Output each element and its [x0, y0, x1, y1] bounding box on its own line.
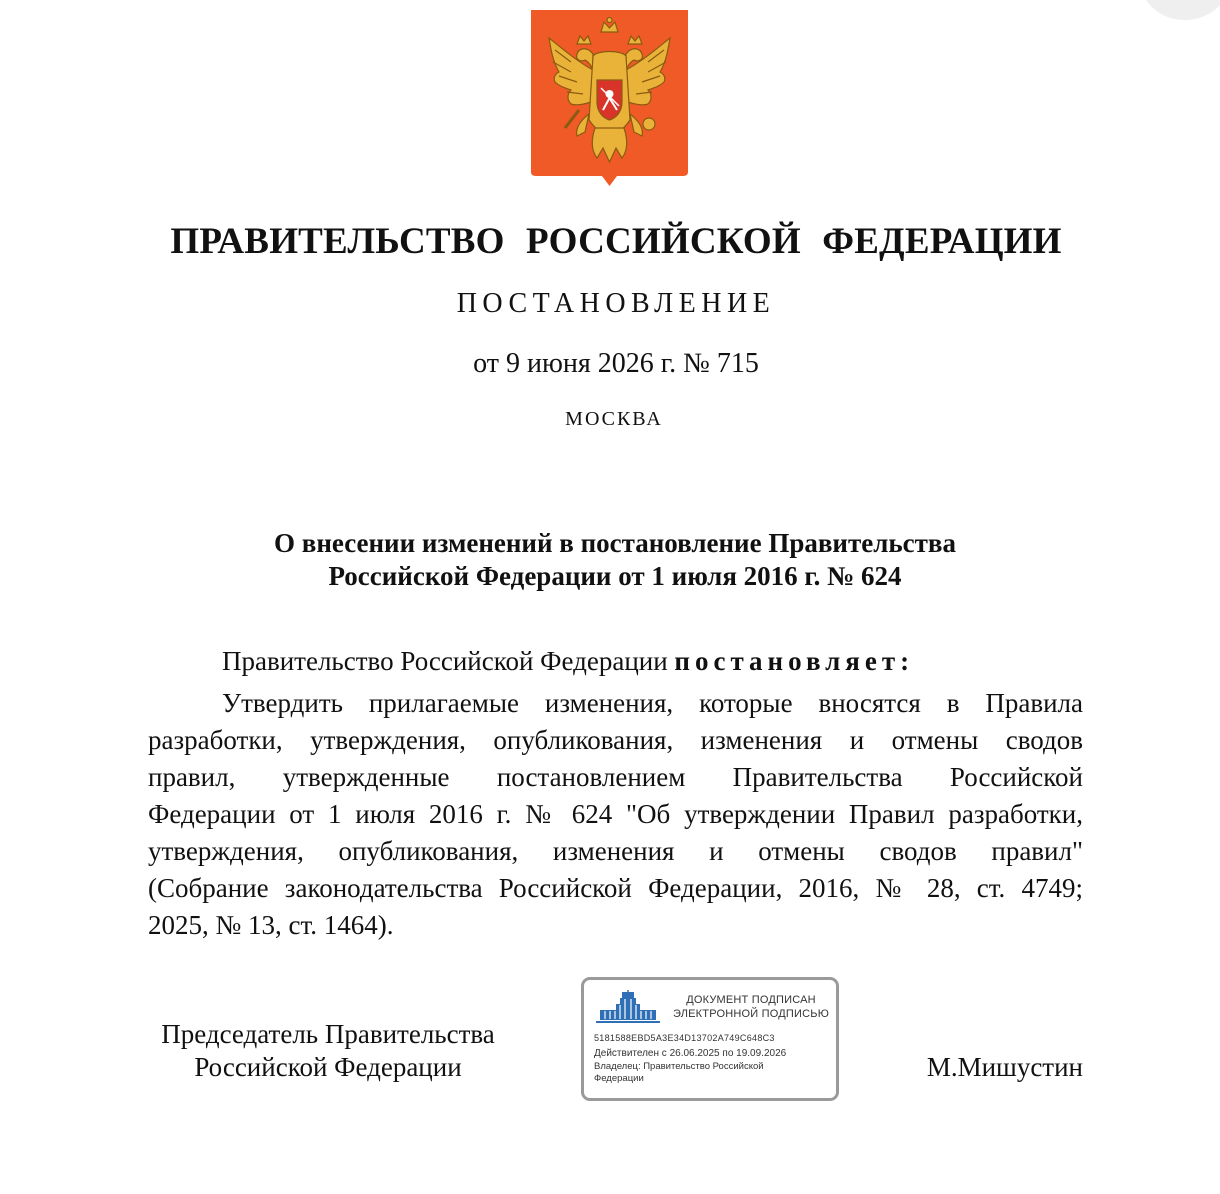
stamp-heading-line: ДОКУМЕНТ ПОДПИСАН — [686, 994, 816, 1006]
document-type: ПОСТАНОВЛЕНИЕ — [456, 288, 776, 319]
signer-title-line: Российской Федерации — [194, 1052, 462, 1082]
body-line: Федерации от 1 июля 2016 г. № 624 "Об утверждении Правил разработки, — [148, 799, 1083, 829]
government-building-icon — [596, 990, 660, 1029]
body-line: правил, утвержденные постановлением Правительства Российской — [148, 762, 1083, 792]
government-title: ПРАВИТЕЛЬСТВО РОССИЙСКОЙ ФЕДЕРАЦИИ — [170, 221, 1062, 262]
signer-name: М.Мишустин — [926, 1052, 1083, 1082]
body-paragraph — [148, 685, 1083, 944]
document-city: МОСКВА — [565, 408, 663, 430]
certificate-owner-line: Владелец: Правительство Российской — [594, 1061, 764, 1072]
document-subject — [0, 527, 1220, 593]
certificate-number: 5181588EBD5A3E34D13702A749C648C3 — [594, 1033, 775, 1043]
body-line: (Собрание законодательства Российской Федерации, 2016, № 28, ст. 4749; — [148, 873, 1083, 903]
corner-decoration — [1140, 0, 1220, 20]
stamp-heading — [666, 993, 836, 1021]
certificate-owner-line: Федерации — [594, 1073, 644, 1084]
body-line: 2025, № 13, ст. 1464). — [148, 910, 394, 940]
electronic-signature-stamp — [581, 977, 839, 1101]
decree-word: постановляет: — [674, 646, 915, 676]
preamble — [222, 646, 914, 677]
preamble-text: Правительство Российской Федерации — [222, 646, 675, 676]
body-line: разработки, утверждения, опубликования, изменения и отмены сводов — [148, 725, 1083, 755]
certificate-validity: Действителен с 26.06.2025 по 19.09.2026 — [594, 1048, 787, 1059]
certificate-owner — [594, 1061, 794, 1085]
coat-of-arms-icon — [531, 10, 688, 186]
stamp-heading-line: ЭЛЕКТРОННОЙ ПОДПИСЬЮ — [672, 1008, 830, 1020]
subject-line: О внесении изменений в постановление Правительства — [274, 528, 956, 558]
body-line: Утвердить прилагаемые изменения, которые вносятся в Правила — [222, 688, 1083, 718]
signer-title-line: Председатель Правительства — [161, 1019, 495, 1049]
subject-line: Российской Федерации от 1 июля 2016 г. № 624 — [328, 561, 902, 591]
document-date-number: от 9 июня 2026 г. № 715 — [473, 348, 759, 379]
body-line: утверждения, опубликования, изменения и отмены сводов правил" — [148, 836, 1083, 866]
signer-title — [148, 1018, 508, 1084]
